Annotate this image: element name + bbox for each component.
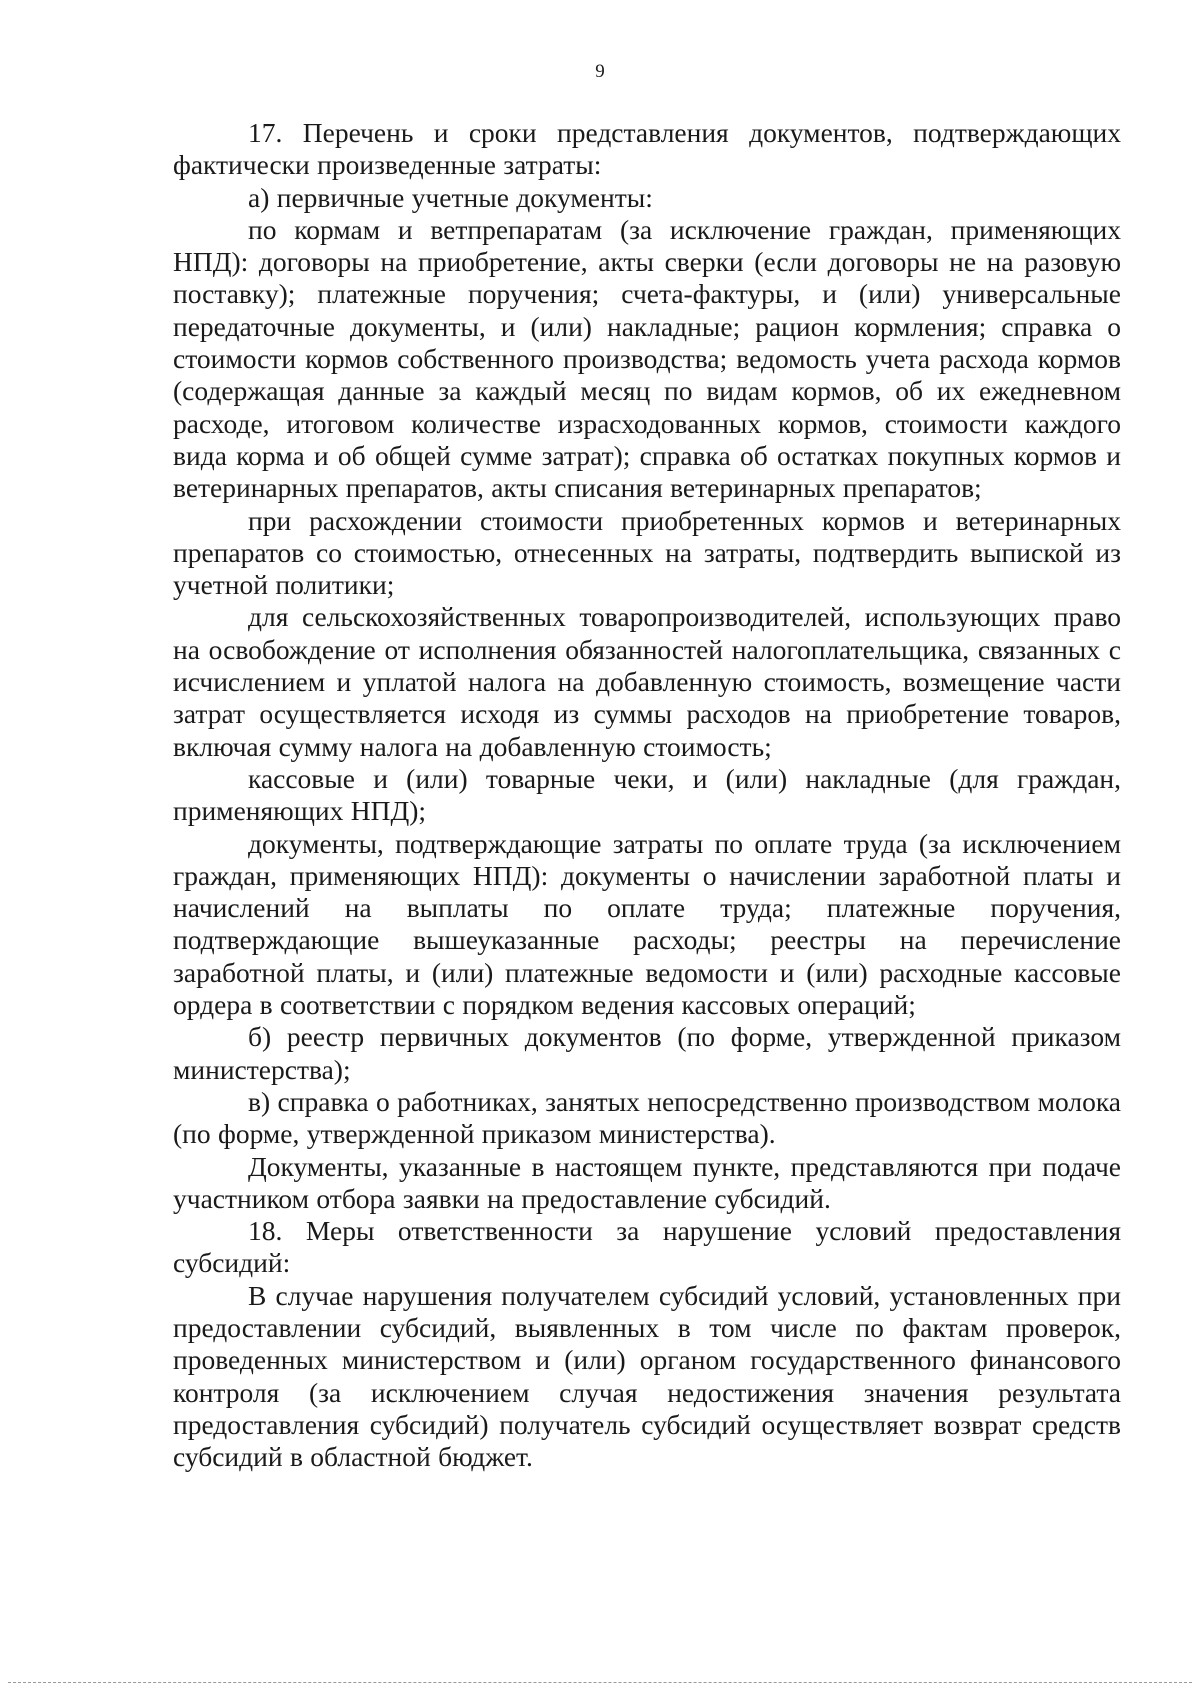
scan-bottom-edge — [8, 1682, 1192, 1683]
paragraph-violation-refund: В случае нарушения получателем субсидий условий, установленных при предоставлении субсидий, выявленных в том числе по фактам проверок, проведенных министерством и (или) органом государственного финансового контроля (за исключением случая недостижения значения результата предоставления субсидий) получатель субсидий осуществляет возврат средств субсидий в областной бюджет. — [173, 1279, 1121, 1473]
paragraph-documents-submission: Документы, указанные в настоящем пункте, представляются при подаче участником отбора заявки на предоставление субсидий. — [173, 1150, 1121, 1214]
paragraph-subitem-v: в) справка о работниках, занятых непосредственно производством молока (по форме, утвержденной приказом министерства). — [173, 1085, 1121, 1150]
paragraph-item-18-heading: 18. Меры ответственности за нарушение условий предоставления субсидий: — [173, 1215, 1121, 1279]
paragraph-vat-exemption: для сельскохозяйственных товаропроизводителей, использующих право на освобождение от исполнения обязанностей налогоплательщика, связанных с исчислением и уплатой налога на добавленную стоимость, возмещение части затрат осуществляется исходя из суммы расходов на приобретение товаров, включая сумму налога на добавленную стоимость; — [173, 601, 1121, 762]
paragraph-subitem-b: б) реестр первичных документов (по форме, утвержденной приказом министерства); — [173, 1021, 1121, 1085]
page-number: 9 — [595, 61, 605, 82]
paragraph-subitem-a: а) первичные учетные документы: — [248, 181, 653, 213]
paragraph-cost-discrepancy: при расхождении стоимости приобретенных кормов и ветеринарных препаратов со стоимостью, отнесенных на затраты, подтвердить выпиской из учетной политики; — [173, 504, 1121, 601]
paragraph-item-17-heading: 17. Перечень и сроки представления документов, подтверждающих фактически произведенные затраты: — [173, 117, 1121, 181]
paragraph-receipts: кассовые и (или) товарные чеки, и (или) накладные (для граждан, применяющих НПД); — [173, 762, 1121, 827]
document-body — [173, 117, 1121, 1473]
paragraph-feed-vet-documents: по кормам и ветпрепаратам (за исключение граждан, применяющих НПД): договоры на приобретение, акты сверки (если договоры не на разовую поставку); платежные поручения; счета-фактуры, и (или) универсальные передаточные документы, и (или) накладные; рацион кормления; справка о стоимости кормов собственного производства; ведомость учета расхода кормов (содержащая данные за каждый месяц по видам кормов, об их ежедневном расходе, итоговом количестве израсходованных кормов, стоимости каждого вида корма и об общей сумме затрат); справка об остатках покупных кормов и ветеринарных препаратов, акты списания ветеринарных препаратов; — [173, 213, 1121, 504]
paragraph-labor-costs: документы, подтверждающие затраты по оплате труда (за исключением граждан, применяющих НПД): документы о начислении заработной платы и начислений на выплаты по оплате труда; платежные поручения, подтверждающие вышеуказанные расходы; реестры на перечисление заработной платы, и (или) платежные ведомости и (или) расходные кассовые ордера в соответствии с порядком ведения кассовых операций; — [173, 827, 1121, 1021]
